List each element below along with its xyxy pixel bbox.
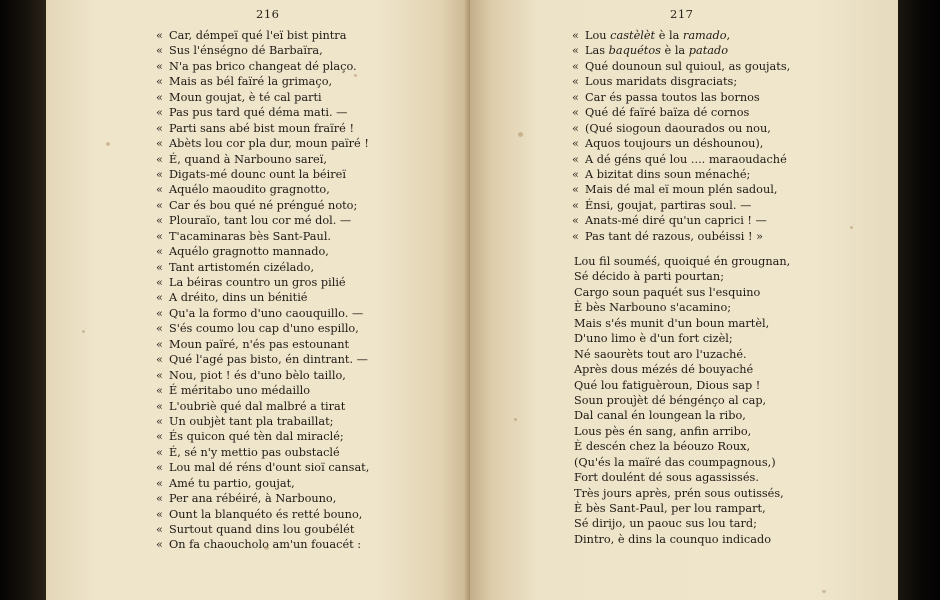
prose-line: Dintro, è dins la counquo indicado (574, 532, 772, 546)
verse-text: Un oubjèt tant pla trabaillat; (169, 414, 334, 428)
verse-line (156, 182, 369, 197)
verse-text: Parti sans abé bist moun fraïré ! (169, 121, 354, 135)
right-page (470, 0, 898, 600)
verse-line (156, 290, 369, 305)
foxing-spot (514, 418, 517, 421)
verse-line (156, 537, 369, 552)
foxing-spot (850, 226, 853, 229)
quote-mark: « (572, 152, 579, 166)
foxing-spot (264, 546, 269, 550)
verse-line (156, 213, 369, 228)
verse-line (156, 167, 369, 182)
verse-text: Qué l'agé pas bisto, én dintrant. — (169, 353, 368, 367)
prose-line: Soun prouj̀èt dé béngénço al cap, (574, 393, 767, 407)
verse-line (572, 152, 790, 167)
verse-text: Car és bou qué né préngué noto; (169, 198, 358, 212)
verse-line (156, 491, 369, 506)
verse-text: É, sé n'y mettio pas oubstaclé (169, 445, 340, 459)
verse-text: Aquélo maoudito gragnotto, (169, 183, 330, 197)
verse-line (156, 90, 369, 105)
quote-mark: « (156, 276, 163, 289)
verse-text: Per ana rébéiré, à Narbouno, (169, 492, 337, 506)
quote-mark: « (156, 322, 163, 336)
verse-text: Lous maridats disgraciats; (585, 75, 738, 89)
verse-text: A dé géns qué lou .... maraoudaché (585, 152, 787, 166)
verse-line (156, 399, 369, 414)
verse-line (156, 368, 369, 383)
verse-line (572, 121, 790, 136)
page-number-right: 217 (670, 7, 694, 21)
verse-text: Plouraïo, tant lou cor mé dol. — (169, 214, 352, 228)
quote-mark: « (572, 75, 579, 89)
foxing-spot (518, 132, 523, 137)
prose-line: È bès Sant-Paul, per lou rampart, (574, 502, 766, 515)
prose-line: Fort doulént dé sous agassissés. (574, 471, 759, 485)
verse-line (156, 105, 369, 120)
verse-text: L'oubriè qué dal malbré a tirat (169, 399, 346, 413)
verse-text: A bizitat dins soun ménaché; (585, 167, 751, 181)
verse-line (572, 136, 790, 151)
foxing-spot (82, 330, 85, 333)
quote-mark: « (156, 90, 163, 104)
verse-text: Nou, piot ! és d'uno bèlo taillo, (169, 368, 346, 382)
verse-text: Moun païré, n'és pas estounant (169, 337, 350, 351)
verse-text: Anats-mé diré qu'un caprici ! — (585, 214, 767, 228)
verse-text: É méritabo uno médaillo (169, 384, 311, 398)
verse-line (156, 306, 369, 321)
book-edge-left (0, 0, 46, 600)
verse-line (156, 507, 369, 522)
verse-text: Car, démpeï qué l'eï bist pintra (169, 29, 347, 42)
verse-line (156, 59, 369, 74)
verse-line (572, 43, 790, 58)
quote-mark: « (572, 167, 579, 181)
verse-text: S'és coumo lou cap d'uno espillo, (169, 322, 359, 336)
foxing-spot (354, 74, 357, 77)
verse-line (156, 414, 369, 429)
verse-line (572, 90, 790, 105)
prose-line: Né saourèts tout aro l'uzaché. (574, 347, 747, 361)
verse-line (572, 74, 790, 89)
quote-mark: « (156, 507, 163, 521)
verse-text: T'acaminaras bès Sant-Paul. (169, 229, 332, 243)
verse-line (156, 244, 369, 259)
prose-line: Qué lou fatiguèroun, Dious sap ! (574, 378, 761, 392)
quote-mark: « (156, 29, 163, 42)
verse-line (156, 383, 369, 398)
quote-mark: « (572, 121, 579, 135)
foxing-spot (822, 590, 826, 593)
verse-line (156, 74, 369, 89)
verse-line (572, 213, 790, 228)
quote-mark: « (156, 75, 163, 89)
prose-line: Lous pès én sang, anfin arribo, (574, 424, 752, 438)
verse-line (156, 198, 369, 213)
verse-text: Las (585, 44, 609, 58)
verse-text: Mais dé mal eï moun plén sadoul, (585, 183, 778, 197)
quote-mark: « (156, 414, 163, 428)
verse-text: És quicon qué tèn dal miraclé; (169, 430, 344, 444)
verse-text: Lou mal dé réns d'ount sioï cansat, (169, 461, 370, 475)
verse-line (156, 275, 369, 290)
quote-mark: « (156, 430, 163, 444)
prose-line: Après dous mézés dé bouyaché (574, 363, 754, 377)
verse-line (156, 460, 369, 475)
quote-mark: « (156, 476, 163, 490)
quote-mark: « (156, 260, 163, 274)
verse-text: Énsi, goujat, partiras soul. — (585, 198, 752, 212)
italic-word: castèlèt (610, 29, 656, 42)
verse-text: On fa chaoucholo am'un fouacét : (169, 538, 362, 552)
verse-text: (Qué siogoun daourados ou nou, (585, 121, 771, 135)
quote-mark: « (156, 183, 163, 197)
quote-mark: « (156, 229, 163, 243)
verse-line (156, 337, 369, 352)
quote-mark: « (156, 523, 163, 536)
prose-line: È bès Narbouno s'acamino; (574, 301, 732, 315)
verse-text: Tant artistomén cizélado, (169, 260, 315, 274)
verse-line (156, 43, 369, 58)
verse-text: Mais as bél faïré la grimaço, (169, 75, 333, 89)
right-prose-lines (574, 254, 790, 547)
quote-mark: « (572, 59, 579, 73)
quote-mark: « (572, 214, 579, 228)
prose-line: Très jours après, prén sous outissés, (574, 486, 784, 500)
prose-line: Dal canal én loungean la ribo, (574, 409, 746, 423)
verse-line (156, 321, 369, 336)
italic-word: ramado (682, 29, 727, 42)
quote-mark: « (156, 461, 163, 475)
verse-text: Lou (585, 29, 611, 42)
verse-line (572, 198, 790, 213)
verse-line (156, 429, 369, 444)
verse-text: Digats-mé dounc ount la béireï (169, 167, 346, 181)
quote-mark: « (156, 198, 163, 212)
verse-text: Qu'a la formo d'uno caouquillo. — (169, 306, 364, 320)
verse-line (156, 229, 369, 244)
quote-mark: « (572, 44, 579, 58)
verse-text: Pas pus tard qué déma mati. — (169, 106, 348, 120)
verse-line (156, 352, 369, 367)
prose-line: Mais s'és munit d'un boun martèl, (574, 316, 770, 330)
verse-line (572, 105, 790, 120)
verse-line (156, 445, 369, 460)
verse-text: La béiras countro un gros pilié (169, 276, 346, 289)
verse-text: , (726, 29, 731, 42)
foxing-spot (106, 142, 110, 146)
verse-text: Moun goujat, è té cal parti (169, 90, 322, 104)
quote-mark: « (156, 306, 163, 320)
quote-mark: « (156, 538, 163, 552)
quote-mark: « (156, 59, 163, 73)
quote-mark: « (156, 337, 163, 351)
book-edge-right (898, 0, 940, 600)
prose-line: Sé décido à parti pourtan; (574, 270, 724, 284)
quote-mark: « (572, 29, 579, 42)
verse-text: è la (655, 29, 683, 42)
prose-line: È descén chez la béouzo Roux, (574, 440, 751, 454)
verse-line (156, 28, 369, 43)
quote-mark: « (156, 245, 163, 259)
prose-line: (Qu'és la maïré das coumpagnous,) (574, 455, 776, 469)
prose-line: Sé dirijo, un paouc sus lou tard; (574, 517, 757, 531)
quote-mark: « (156, 291, 163, 305)
quote-mark: « (572, 90, 579, 104)
verse-line (156, 260, 369, 275)
verse-text: Amé tu partio, goujat, (169, 476, 295, 490)
quote-mark: « (156, 445, 163, 459)
verse-line (572, 182, 790, 197)
verse-text: A dréito, dins un bénitié (169, 291, 308, 305)
verse-text: Aquos toujours un déshounou), (585, 137, 764, 151)
verse-text: N'a pas brico changeat dé plaço. (169, 59, 357, 73)
verse-text: Qué dé faïré baïza dé cornos (585, 106, 750, 120)
verse-line (156, 476, 369, 491)
quote-mark: « (156, 106, 163, 120)
verse-text: Car és passa toutos las bornos (585, 90, 760, 104)
quote-mark: « (156, 121, 163, 135)
quote-mark: « (572, 183, 579, 197)
verse-line (156, 136, 369, 151)
italic-word: patado (688, 44, 729, 58)
verse-line (156, 152, 369, 167)
verse-text: è la (660, 44, 689, 58)
quote-mark: « (572, 229, 579, 243)
right-verse-lines (572, 28, 790, 244)
prose-line: D'uno limo è d'un fort cizèl; (574, 332, 733, 346)
verse-text: Abèts lou cor pla dur, moun païré ! (169, 137, 369, 151)
quote-mark: « (572, 137, 579, 151)
quote-mark: « (156, 137, 163, 151)
left-page (46, 0, 470, 600)
verse-text: Sus l'énségno dé Barbaïra, (169, 44, 323, 58)
verse-text: Pas tant dé razous, oubéissi ! » (585, 229, 763, 243)
verse-text: Surtout quand dins lou goubélét (169, 523, 355, 536)
quote-mark: « (156, 44, 163, 58)
verse-text: Qué dounoun sul quioul, as goujats, (585, 59, 791, 73)
quote-mark: « (156, 399, 163, 413)
verse-line (572, 167, 790, 182)
quote-mark: « (156, 353, 163, 367)
verse-line (156, 121, 369, 136)
quote-mark: « (156, 214, 163, 228)
italic-word: baquétos (608, 44, 661, 58)
verse-line (156, 522, 369, 537)
verse-text: É, quand à Narbouno sareï, (169, 152, 327, 166)
quote-mark: « (572, 106, 579, 120)
verse-text: Aquélo gragnotto mannado, (169, 245, 329, 259)
verse-line (572, 229, 790, 244)
quote-mark: « (572, 198, 579, 212)
prose-line: Lou fil souméś, quoiqué én grougnan, (574, 255, 791, 268)
quote-mark: « (156, 167, 163, 181)
verse-line (572, 59, 790, 74)
quote-mark: « (156, 384, 163, 398)
quote-mark: « (156, 368, 163, 382)
page-number-left: 216 (256, 7, 280, 21)
left-verse-lines (156, 28, 369, 553)
quote-mark: « (156, 492, 163, 506)
quote-mark: « (156, 152, 163, 166)
prose-line: Cargo soun paquét sus l'esquino (574, 285, 761, 299)
verse-text: Ount la blanquéto és retté bouno, (169, 507, 363, 521)
verse-line (572, 28, 790, 43)
